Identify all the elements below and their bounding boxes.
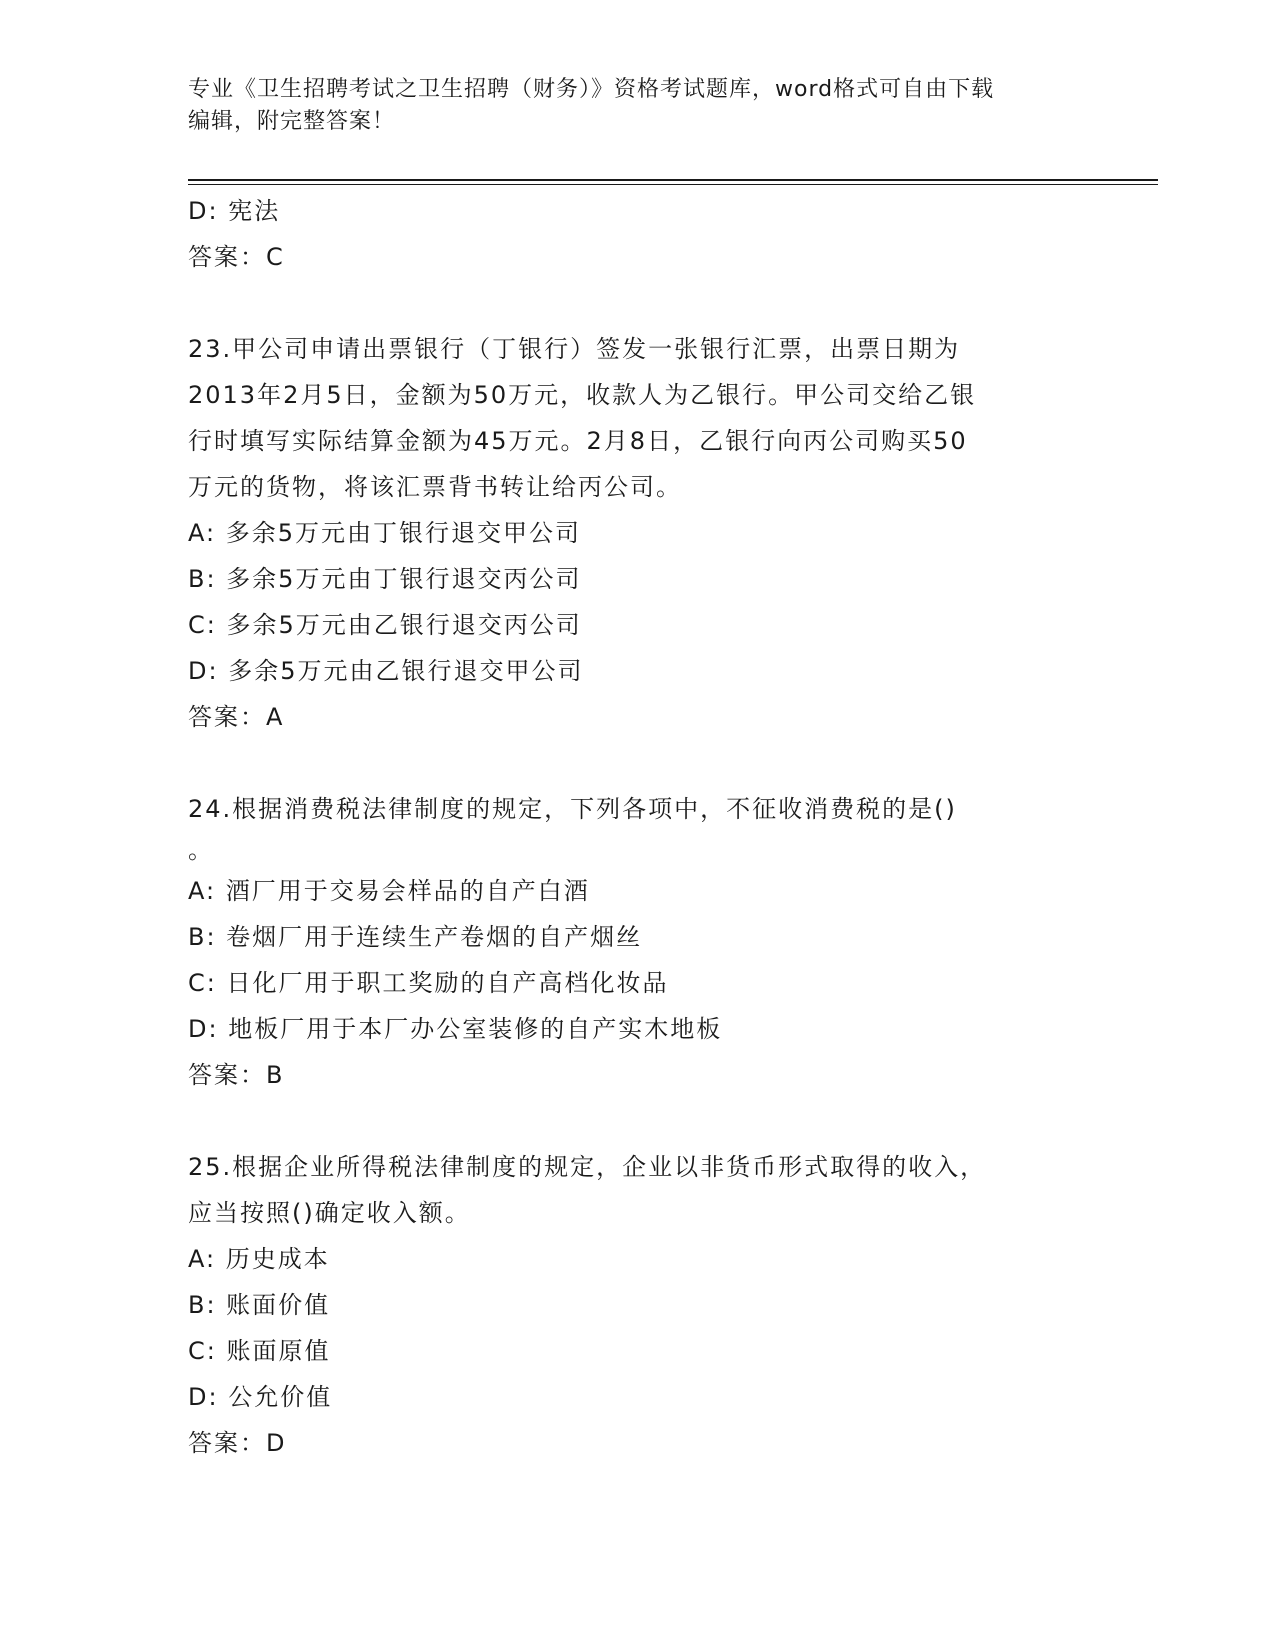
header-rule-thick xyxy=(188,179,1158,181)
prev-option-d: D: 宪法 xyxy=(188,197,281,225)
question-25-option-c: C: 账面原值 xyxy=(188,1337,331,1365)
header-line-2: 编辑，附完整答案！ xyxy=(188,109,396,134)
question-23-line-4: 万元的货物，将该汇票背书转让给丙公司。 xyxy=(188,473,682,501)
header-line-1: 专业《卫生招聘考试之卫生招聘（财务）》资格考试题库，word格式可自由下载 xyxy=(188,77,995,102)
question-24-line-1: 24.根据消费税法律制度的规定，下列各项中，不征收消费税的是() xyxy=(188,795,957,823)
question-25-line-1: 25.根据企业所得税法律制度的规定，企业以非货币形式取得的收入， xyxy=(188,1153,987,1181)
question-23-line-3: 行时填写实际结算金额为45万元。2月8日，乙银行向丙公司购买50 xyxy=(188,427,968,455)
question-25 xyxy=(188,1144,1088,1466)
document-header xyxy=(188,74,1088,138)
question-24 xyxy=(188,786,1088,1098)
question-24-option-d: D: 地板厂用于本厂办公室装修的自产实木地板 xyxy=(188,1015,723,1043)
header-rule-thin xyxy=(188,184,1158,185)
question-23 xyxy=(188,326,1088,740)
document-body xyxy=(188,188,1088,1466)
question-24-option-c: C: 日化厂用于职工奖励的自产高档化妆品 xyxy=(188,969,669,997)
question-23-line-2: 2013年2月5日，金额为50万元，收款人为乙银行。甲公司交给乙银 xyxy=(188,381,977,409)
question-25-line-2: 应当按照()确定收入额。 xyxy=(188,1199,471,1227)
question-23-option-c: C: 多余5万元由乙银行退交丙公司 xyxy=(188,611,582,639)
question-24-option-b: B: 卷烟厂用于连续生产卷烟的自产烟丝 xyxy=(188,923,643,951)
spacer xyxy=(188,740,1088,786)
question-25-option-a: A: 历史成本 xyxy=(188,1245,330,1273)
spacer xyxy=(188,1098,1088,1144)
question-25-answer: 答案：D xyxy=(188,1429,287,1457)
question-23-line-1: 23.甲公司申请出票银行（丁银行）签发一张银行汇票，出票日期为 xyxy=(188,335,961,363)
question-24-line-2: 。 xyxy=(188,836,214,864)
question-24-option-a: A: 酒厂用于交易会样品的自产白酒 xyxy=(188,877,590,905)
question-23-option-a: A: 多余5万元由丁银行退交甲公司 xyxy=(188,519,581,547)
question-25-option-b: B: 账面价值 xyxy=(188,1291,331,1319)
prev-answer: 答案：C xyxy=(188,243,285,271)
question-25-option-d: D: 公允价值 xyxy=(188,1383,333,1411)
question-23-answer: 答案：A xyxy=(188,703,285,731)
spacer xyxy=(188,280,1088,326)
question-23-option-b: B: 多余5万元由丁银行退交丙公司 xyxy=(188,565,582,593)
question-24-answer: 答案：B xyxy=(188,1061,285,1089)
question-23-option-d: D: 多余5万元由乙银行退交甲公司 xyxy=(188,657,584,685)
